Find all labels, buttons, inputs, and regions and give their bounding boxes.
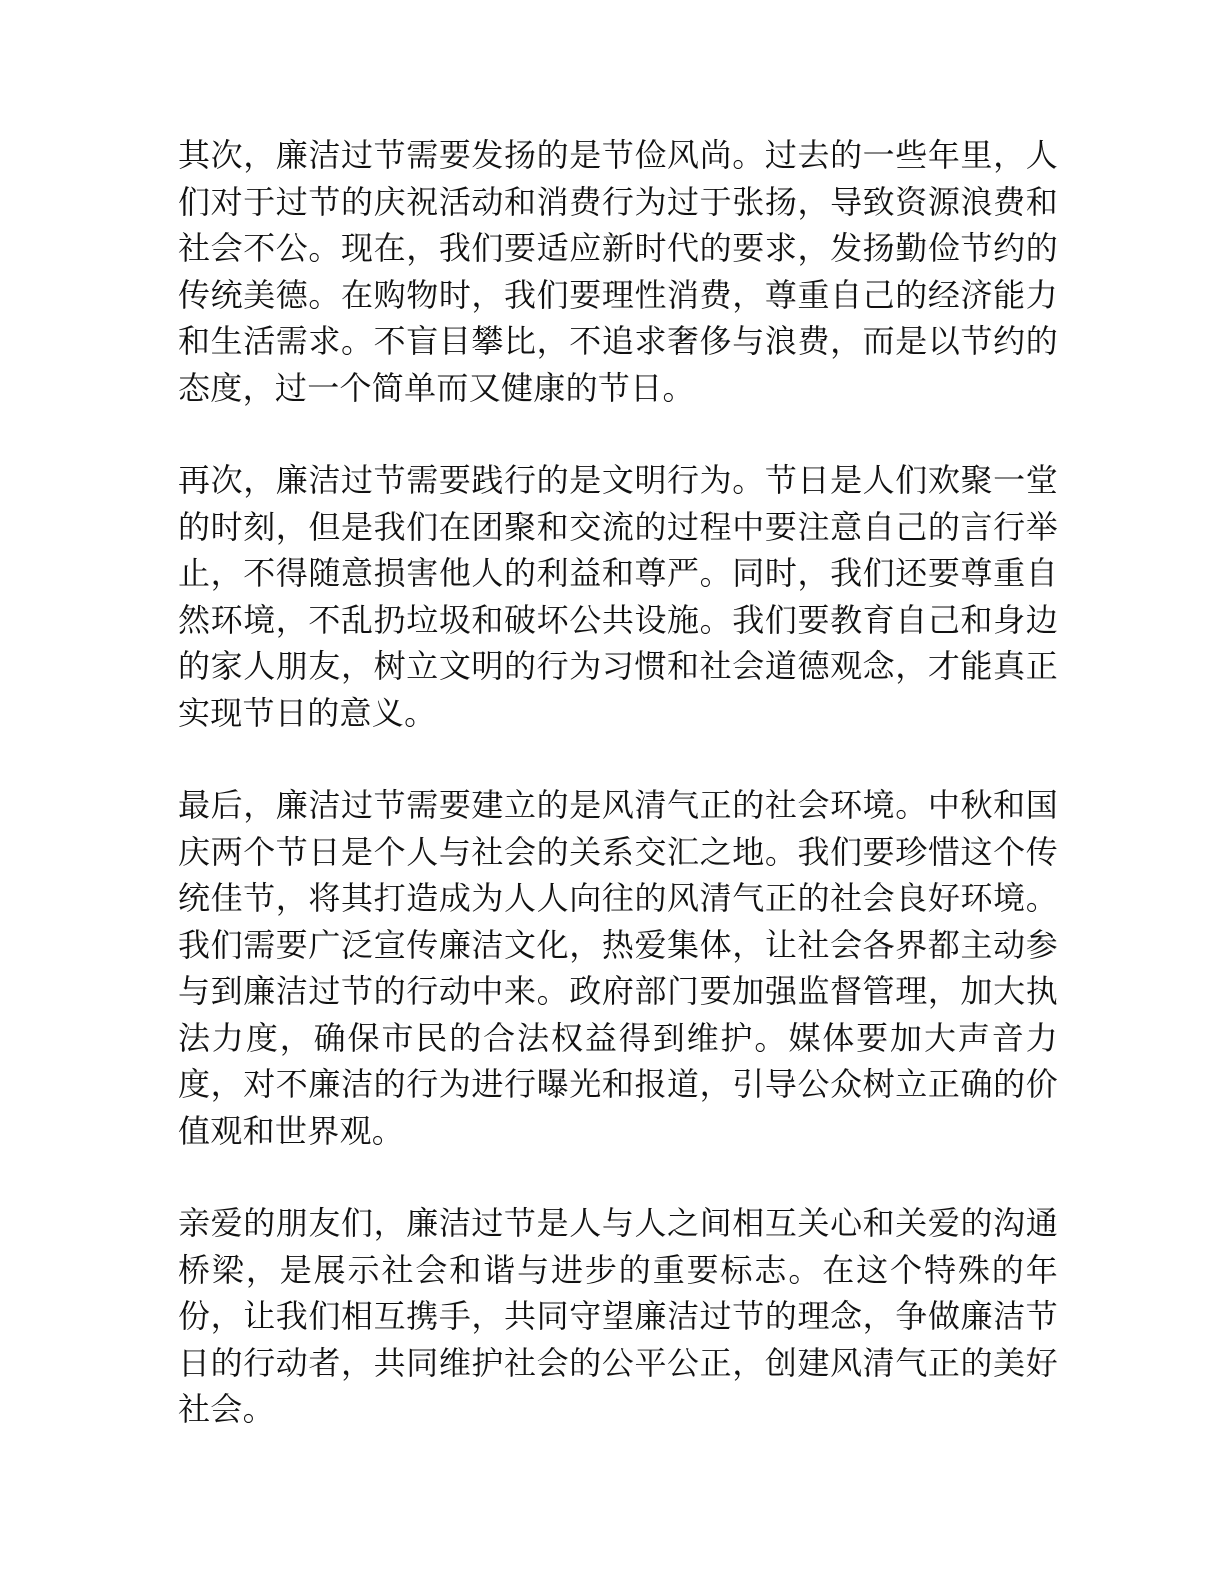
paragraph-civility: 再次，廉洁过节需要践行的是文明行为。节日是人们欢聚一堂的时刻，但是我们在团聚和交流的过程中要注意自己的言行举止，不得随意损害他人的利益和尊严。同时，我们还要尊重自然环境，不乱扔垃圾和破坏公共设施。我们要教育自己和身边的家人朋友，树立文明的行为习惯和社会道德观念，才能真正实现节日的意义。 <box>178 461 1058 732</box>
paragraph-social-environment: 最后，廉洁过节需要建立的是风清气正的社会环境。中秋和国庆两个节日是个人与社会的关系交汇之地。我们要珍惜这个传统佳节，将其打造成为人人向往的风清气正的社会良好环境。我们需要广泛宣传廉洁文化，热爱集体，让社会各界都主动参与到廉洁过节的行动中来。政府部门要加强监督管理，加大执法力度，确保市民的合法权益得到维护。媒体要加大声音力度，对不廉洁的行为进行曝光和报道，引导公众树立正确的价值观和世界观。 <box>178 786 1058 1150</box>
paragraph-thrift: 其次，廉洁过节需要发扬的是节俭风尚。过去的一些年里，人们对于过节的庆祝活动和消费行为过于张扬，导致资源浪费和社会不公。现在，我们要适应新时代的要求，发扬勤俭节约的传统美德。在购物时，我们要理性消费，尊重自己的经济能力和生活需求。不盲目攀比，不追求奢侈与浪费，而是以节约的态度，过一个简单而又健康的节日。 <box>178 136 1058 407</box>
document-body <box>178 132 1058 1479</box>
paragraph-closing: 亲爱的朋友们，廉洁过节是人与人之间相互关心和关爱的沟通桥梁，是展示社会和谐与进步的重要标志。在这个特殊的年份，让我们相互携手，共同守望廉洁过节的理念，争做廉洁节日的行动者，共同维护社会的公平公正，创建风清气正的美好社会。 <box>178 1204 1058 1428</box>
